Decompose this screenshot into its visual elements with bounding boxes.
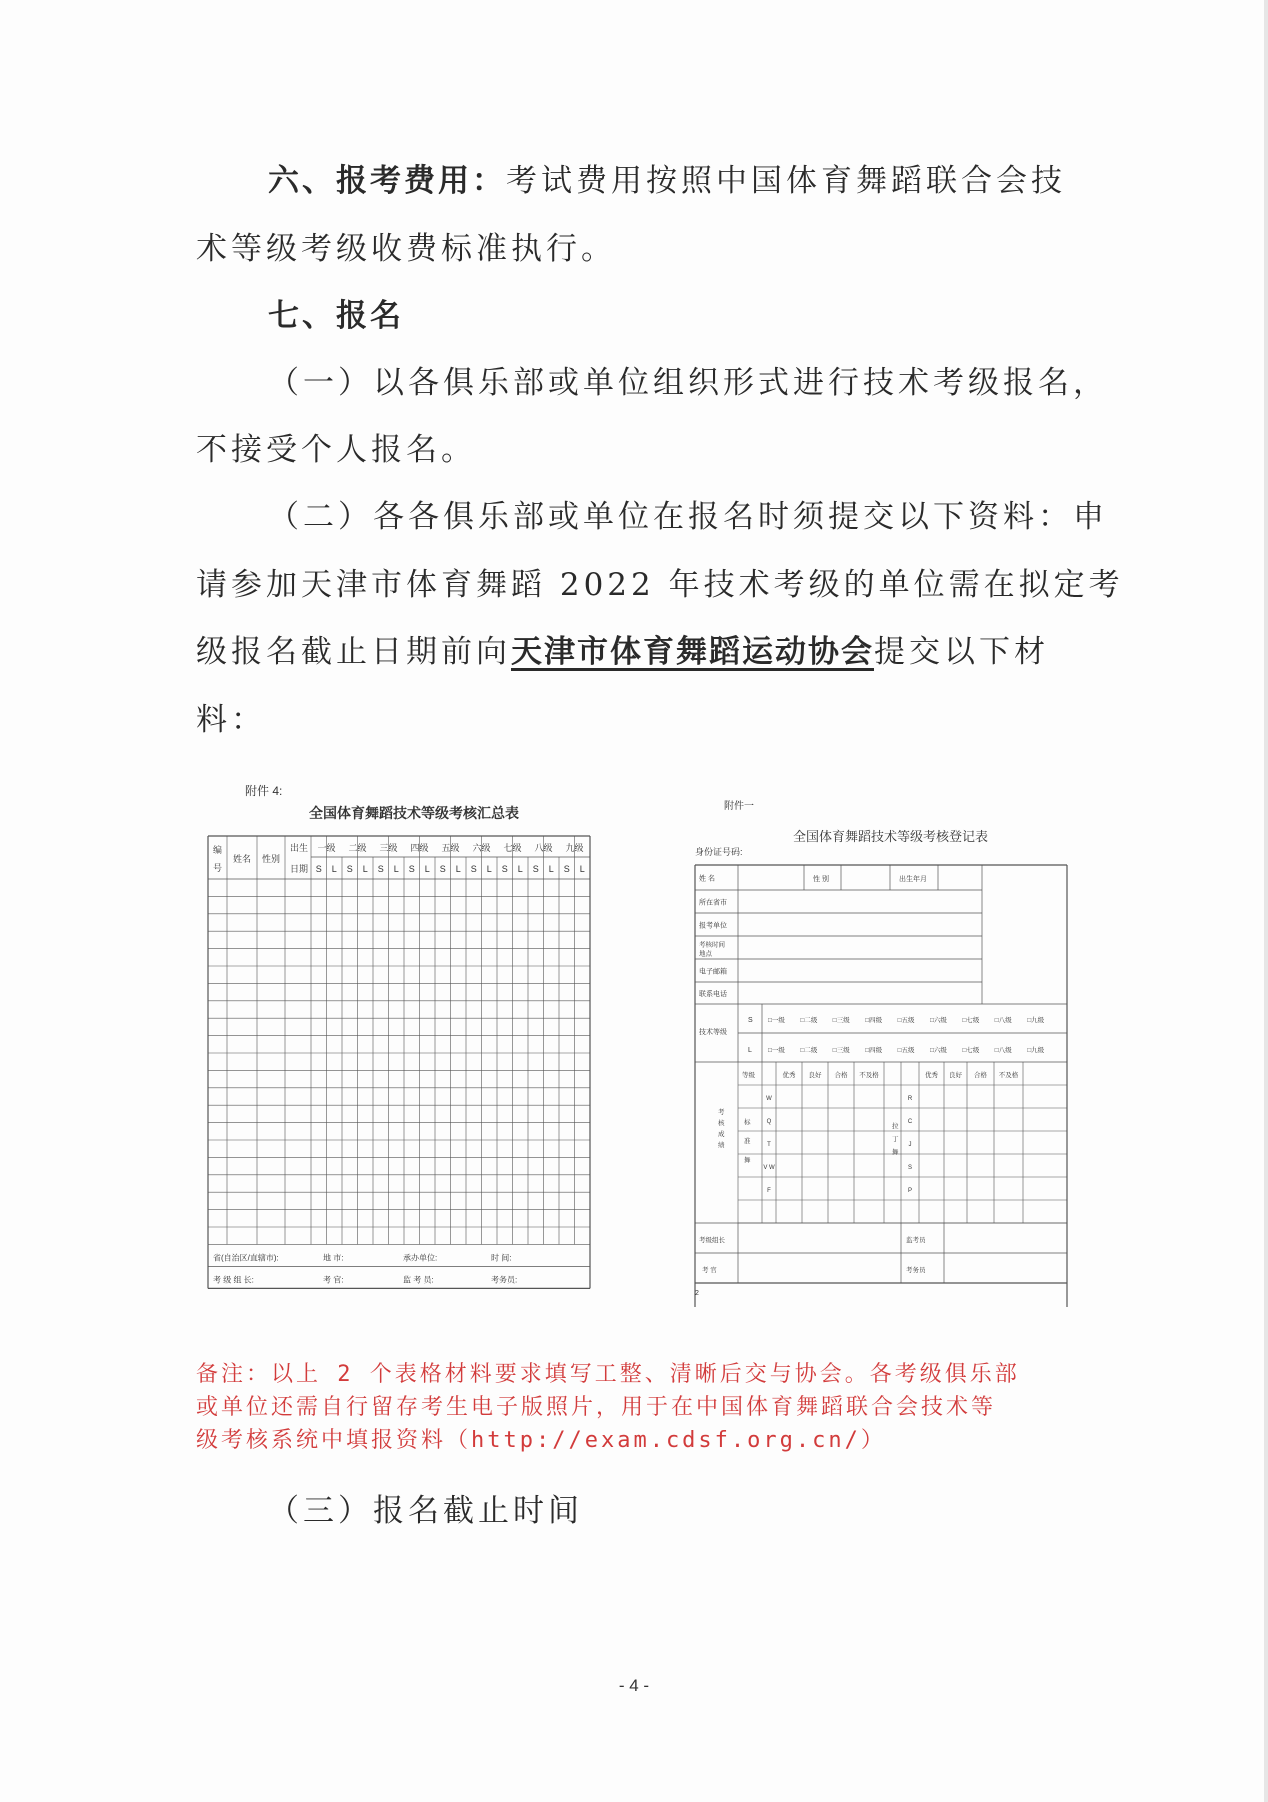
tech-level-label: 技术等级 [699, 1029, 727, 1036]
header-birth-label: 日期 [290, 864, 309, 874]
section6-heading: 六、报考费用： [268, 163, 506, 199]
summary-title: 全国体育舞蹈技术等级考核汇总表 [309, 805, 519, 821]
level-header: 四级 [410, 843, 429, 853]
grade-header: 优秀 [782, 1072, 796, 1079]
registration-title: 全国体育舞蹈技术等级考核登记表 [793, 829, 989, 844]
section7-heading: 七、报名 [268, 298, 404, 334]
level-checkbox: □七级 [962, 1017, 980, 1024]
item2-line3-pre: 级报名截止日期前向 [196, 634, 511, 670]
grade-header: 合格 [834, 1072, 848, 1079]
sl-header: S [501, 864, 508, 874]
grade-header: 良好 [808, 1072, 822, 1079]
latin-dance-label: 丁 [892, 1136, 899, 1143]
sl-header: S [532, 864, 539, 874]
registration-tail: 2 [695, 1290, 699, 1297]
section6-text1: 考试费用按照中国体育舞蹈联合会技 [506, 163, 1066, 199]
sl-header: L [393, 864, 399, 874]
summary-attachment: 附件 4: [245, 784, 283, 798]
footer-field-label: 考 官: [323, 1275, 344, 1285]
level-checkbox: □六级 [930, 1047, 947, 1054]
sl-header: S [346, 864, 353, 874]
row-label: 所在省市 [699, 899, 727, 907]
footer-field-label: 时 间: [491, 1253, 512, 1263]
standard-dance-code: Q [766, 1119, 772, 1125]
sl-header: L [486, 864, 492, 874]
grade-header: 等级 [742, 1072, 755, 1079]
id-number-label: 身份证号码: [695, 847, 743, 857]
standard-dance-code: W [766, 1096, 772, 1102]
item2-line2: 请参加天津市体育舞蹈 2022 年技术考级的单位需在拟定考 [196, 567, 1124, 603]
grade-header: 优秀 [925, 1072, 938, 1079]
item2-line1: （二）各各俱乐部或单位在报名时须提交以下资料：申 [268, 499, 1108, 535]
latin-dance-code: S [907, 1165, 913, 1171]
section6-line2: 术等级考级收费标准执行。 [196, 231, 616, 267]
grade-header: 不及格 [998, 1072, 1019, 1079]
row-label: 电子邮箱 [699, 968, 727, 976]
sl-header: S [408, 864, 415, 874]
level-header: 一级 [317, 843, 336, 853]
birth-label: 出生年月 [899, 876, 927, 883]
style-s-label: S [748, 1017, 753, 1024]
level-checkbox: □九级 [1027, 1047, 1045, 1054]
row-label: 报考单位 [699, 922, 727, 930]
bottom-field-label: 考务员 [906, 1267, 926, 1274]
level-checkbox: □二级 [800, 1017, 818, 1024]
standard-dance-code: F [767, 1188, 771, 1194]
latin-dance-label: 拉 [892, 1123, 899, 1130]
level-checkbox: □五级 [897, 1047, 915, 1054]
grade-header: 不及格 [859, 1072, 879, 1079]
sl-header: L [579, 864, 585, 874]
footer-field-label: 考务员: [491, 1275, 518, 1285]
item2-line3 [196, 619, 1049, 686]
level-checkbox: □九级 [1027, 1017, 1045, 1024]
level-checkbox: □七级 [962, 1047, 980, 1054]
latin-dance-code: P [907, 1188, 913, 1194]
bottom-field-label: 考级组长 [699, 1237, 725, 1244]
level-checkbox: □六级 [930, 1017, 947, 1024]
footer-field-label: 监 考 员: [403, 1275, 434, 1285]
level-checkbox: □三级 [832, 1017, 850, 1024]
footer-field-label: 承办单位: [403, 1253, 438, 1263]
header-number-label: 编 [213, 845, 223, 855]
result-label: 考 [718, 1109, 725, 1116]
section6-line1 [268, 148, 1066, 215]
registration-table [692, 862, 1072, 1312]
association-name-link: 天津市体育舞蹈运动协会 [511, 634, 874, 670]
bottom-field-label: 考 官 [702, 1267, 717, 1274]
row-label: 考核时间 [699, 941, 725, 949]
standard-dance-label: 准 [744, 1138, 751, 1145]
standard-dance-label: 标 [744, 1119, 751, 1126]
level-checkbox: □八级 [994, 1047, 1012, 1054]
sl-header: L [331, 864, 337, 874]
sl-header: S [315, 864, 322, 874]
header-gender-label: 性别 [262, 854, 281, 864]
level-checkbox: □五级 [897, 1017, 915, 1024]
level-header: 六级 [472, 843, 491, 853]
note-line1: 备注：以上 2 个表格材料要求填写工整、清晰后交与协会。各考级俱乐部 [196, 1362, 1020, 1387]
standard-dance-code: T [767, 1142, 771, 1148]
header-number-label: 号 [213, 863, 223, 873]
standard-dance-label: 舞 [744, 1157, 751, 1164]
sl-header: S [563, 864, 570, 874]
level-header: 八级 [534, 843, 553, 853]
row-label: 联系电话 [699, 991, 727, 998]
gender-label: 性 别 [813, 876, 829, 883]
level-header: 三级 [379, 843, 398, 853]
row-label: 地点 [699, 950, 712, 958]
latin-dance-code: C [907, 1119, 913, 1125]
grade-header: 良好 [949, 1072, 962, 1079]
level-checkbox: □二级 [800, 1047, 818, 1054]
sl-header: L [548, 864, 554, 874]
level-checkbox: □八级 [994, 1017, 1012, 1024]
note-line3: 级考核系统中填报资料（http://exam.cdsf.org.cn/） [196, 1428, 886, 1453]
level-checkbox: □三级 [832, 1047, 850, 1054]
footer-field-label: 考 级 组 长: [213, 1275, 254, 1285]
level-header: 二级 [348, 843, 367, 853]
sl-header: S [377, 864, 384, 874]
standard-dance-code: V W [763, 1165, 775, 1171]
sl-header: L [424, 864, 430, 874]
latin-dance-label: 舞 [892, 1149, 899, 1156]
style-l-label: L [748, 1047, 752, 1054]
item2-line3-post: 提交以下材 [874, 634, 1049, 670]
registration-attachment: 附件一 [724, 801, 754, 812]
note-line2: 或单位还需自行留存考生电子版照片，用于在中国体育舞蹈联合会技术等 [196, 1395, 997, 1420]
row-label: 姓 名 [699, 875, 715, 883]
level-checkbox: □一级 [768, 1017, 785, 1024]
header-name-label: 姓名 [233, 854, 252, 864]
footer-field-label: 地 市: [323, 1253, 344, 1263]
sl-header: S [470, 864, 477, 874]
sl-header: L [517, 864, 523, 874]
result-label: 绩 [718, 1142, 725, 1149]
result-label: 成 [718, 1131, 725, 1138]
level-checkbox: □四级 [865, 1047, 883, 1054]
header-birth-label: 出生 [290, 843, 309, 853]
item3-line1: （三）报名截止时间 [268, 1493, 583, 1529]
level-header: 九级 [565, 843, 584, 853]
page-number: - 4 - [618, 1676, 650, 1695]
page-edge [1264, 0, 1268, 1802]
latin-dance-code: J [908, 1142, 912, 1148]
sl-header: S [439, 864, 446, 874]
latin-dance-code: R [907, 1096, 913, 1102]
grade-header: 合格 [974, 1072, 987, 1079]
bottom-field-label: 监考员 [906, 1237, 926, 1244]
item1-line2: 不接受个人报名。 [196, 432, 476, 468]
level-header: 七级 [503, 843, 522, 853]
item1-line1: （一）以各俱乐部或单位组织形式进行技术考级报名， [268, 365, 1108, 401]
level-checkbox: □四级 [865, 1017, 883, 1024]
summary-table [205, 833, 595, 1333]
item2-line4: 料： [196, 702, 266, 738]
level-checkbox: □一级 [768, 1047, 785, 1054]
level-header: 五级 [441, 843, 460, 853]
sl-header: L [455, 864, 461, 874]
result-label: 核 [718, 1120, 725, 1127]
sl-header: L [362, 864, 368, 874]
footer-field-label: 省(自治区/直辖市): [213, 1253, 279, 1263]
